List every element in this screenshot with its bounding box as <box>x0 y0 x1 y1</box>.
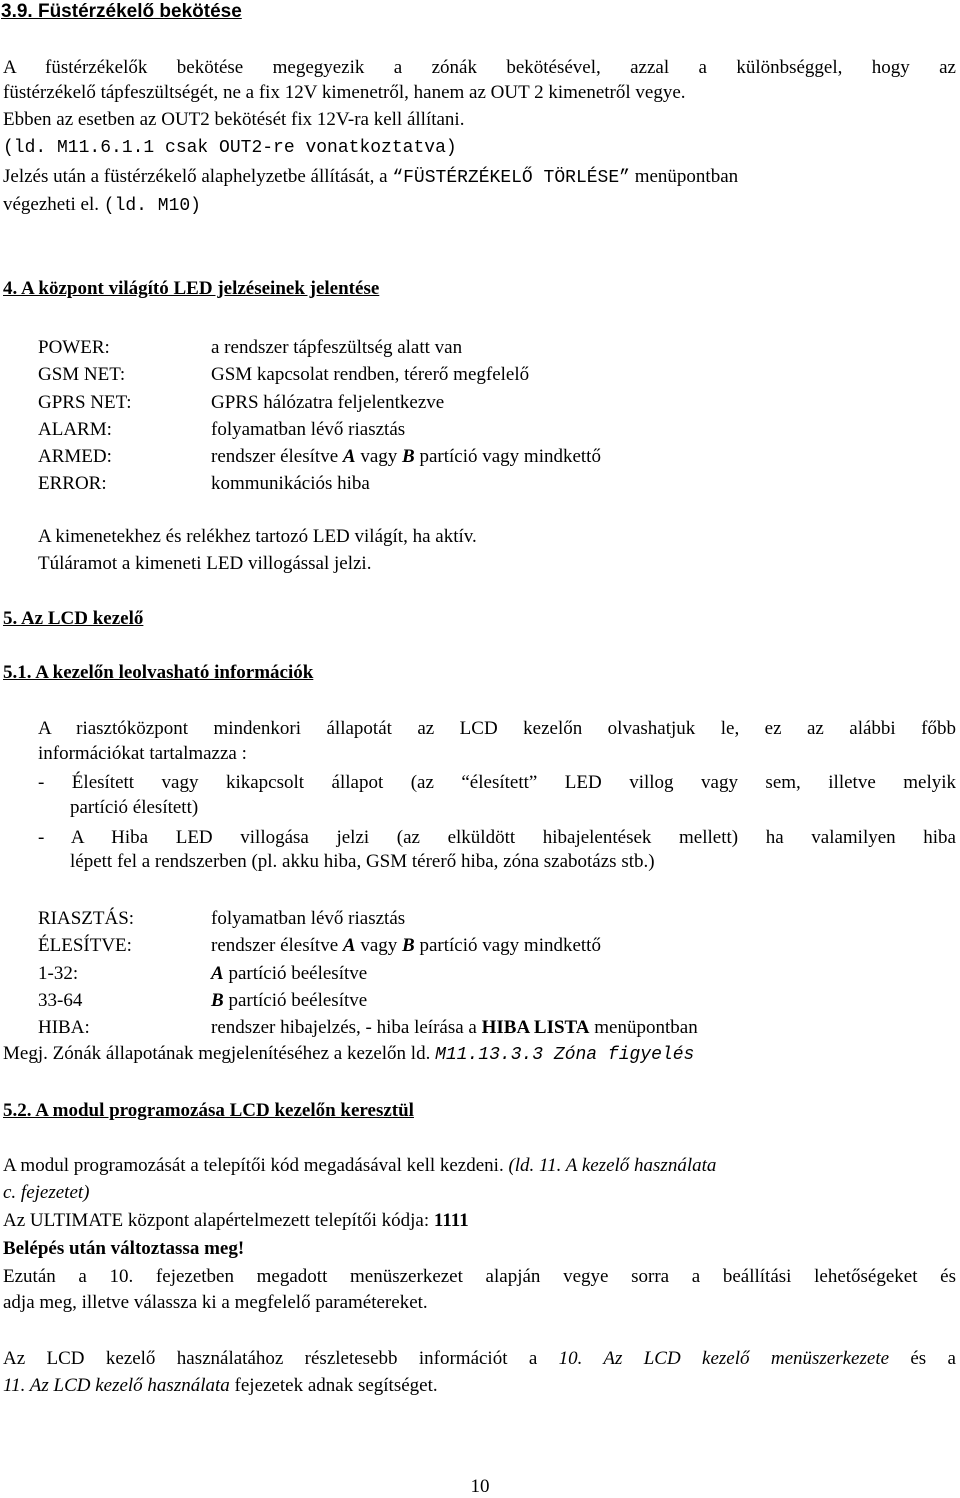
s39-p2-line1: Jelzés után a füstérzékelő alaphelyzetbe állítását, a “FÜSTÉRZÉKELŐ TÖRLÉSE” menüpontban <box>3 166 739 188</box>
s39-p1-line3: Ebben az esetben az OUT2 bekötését fix 12V-ra kell állítani. <box>3 109 465 130</box>
led-row-alarm: ALARM: folyamatban lévő riasztás <box>38 418 406 440</box>
s51-p1-line1: A riasztóközpont mindenkori állapotát az LCD kezelőn olvashatjuk le, ez az alábbi főbb <box>38 718 956 739</box>
lcd-row-hiba: HIBA: rendszer hibajelzés, - hiba leírása a HIBA LISTA menüpontban <box>38 1017 698 1039</box>
s51-megj: Megj. Zónák állapotának megjelenítéséhez a kezelőn ld. M11.13.3.3 Zóna figyelés <box>3 1043 695 1065</box>
led-row-gsm: GSM NET: GSM kapcsolat rendben, térerő megfelelő <box>38 364 530 386</box>
page-number: 10 <box>470 1476 490 1497</box>
lcd-status-table <box>38 905 698 1041</box>
section-5-2-heading: 5.2. A modul programozása LCD kezelőn keresztül <box>3 1100 414 1121</box>
s51-p1-line2: információkat tartalmazza : <box>38 743 247 764</box>
s51-bullet-1-line1: - Élesített vagy kikapcsolt állapot (az “élesített” LED villog vagy sem, illetve melyik <box>38 772 956 793</box>
s52-line1: A modul programozását a telepítői kód megadásával kell kezdeni. (ld. 11. A kezelő használata <box>3 1155 717 1176</box>
s52-line8: 11. Az LCD kezelő használata fejezetek adnak segítséget. <box>3 1375 438 1396</box>
s51-bullet-1-line2: partíció élesített) <box>70 797 199 818</box>
led-row-gprs: GPRS NET: GPRS hálózatra feljelentkezve <box>38 391 445 413</box>
s52-line3: Az ULTIMATE központ alapértelmezett telepítői kódja: 1111 <box>3 1210 469 1231</box>
led-note-1: A kimenetekhez és relékhez tartozó LED világít, ha aktív. <box>38 526 477 547</box>
s52-line2: c. fejezetet) <box>3 1182 90 1203</box>
smoke-reset-menu-name: “FÜSTÉRZÉKELŐ TÖRLÉSE” <box>392 168 630 188</box>
s51-bullet-2-line1: - A Hiba LED villogása jelzi (az elküldött hibajelentések mellett) ha valamilyen hiba <box>38 827 956 848</box>
s51-bullet-2-line2: lépett fel a rendszerben (pl. akku hiba, GSM térerő hiba, zóna szabotázs stb.) <box>70 851 655 872</box>
lcd-row-elesitve: ÉLESÍTVE: rendszer élesítve A vagy B partíció vagy mindkettő <box>38 935 601 957</box>
section-5-1-heading: 5.1. A kezelőn leolvasható információk <box>3 662 314 683</box>
section-3-9-heading: 3.9. Füstérzékelő bekötése <box>1 1 242 22</box>
s39-ref: (ld. M11.6.1.1 csak OUT2-re vonatkoztatva) <box>3 138 457 158</box>
s39-p2-line2: végezheti el. (ld. M10) <box>3 194 201 216</box>
s39-p1-line2: füstérzékelő tápfeszültségét, ne a fix 12V kimenetről, hanem az OUT 2 kimenetről vegye. <box>3 82 686 103</box>
s39-p1-line1: A füstérzékelők bekötése megegyezik a zónák bekötésével, azzal a különbséggel, hogy az <box>3 57 956 78</box>
s52-line7: Az LCD kezelő használatához részletesebb információt a 10. Az LCD kezelő menüszerkezete és a <box>3 1348 956 1369</box>
s52-line5: Ezután a 10. fejezetben megadott menüszerkezet alapján vegye sorra a beállítási lehetőségeket és <box>3 1266 956 1287</box>
led-row-power: POWER: a rendszer tápfeszültség alatt van <box>38 337 463 358</box>
lcd-row-33-64: 33-64 B partíció beélesítve <box>38 989 368 1011</box>
led-row-error: ERROR: kommunikációs hiba <box>38 473 370 495</box>
s52-line6: adja meg, illetve válassza ki a megfelelő paramétereket. <box>3 1292 428 1313</box>
installer-code: 1111 <box>433 1210 469 1231</box>
section-4-heading: 4. A központ világító LED jelzéseinek jelentése <box>3 278 380 299</box>
lcd-row-riasztas: RIASZTÁS: folyamatban lévő riasztás <box>38 908 406 929</box>
led-row-armed: ARMED: rendszer élesítve A vagy B partíció vagy mindkettő <box>38 446 601 468</box>
s52-warning: Belépés után változtassa meg! <box>3 1238 245 1259</box>
section-5-heading: 5. Az LCD kezelő <box>3 608 144 629</box>
led-table <box>38 334 601 498</box>
lcd-row-1-32: 1-32: A partíció beélesítve <box>38 962 368 984</box>
led-note-2: Túláramot a kimeneti LED villogással jelzi. <box>38 553 372 574</box>
